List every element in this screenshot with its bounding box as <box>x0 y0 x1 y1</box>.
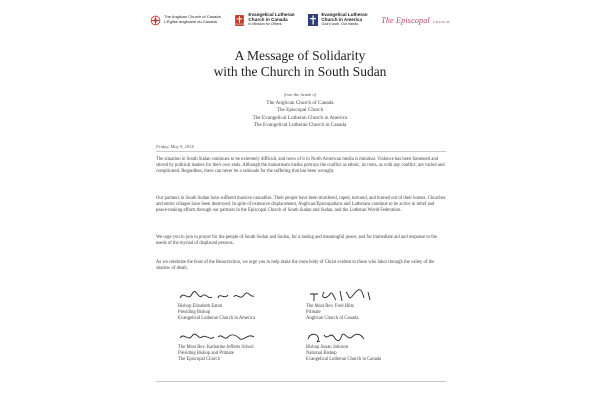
signatory-name: The Most Rev. Katharine Jefferts Schori <box>178 345 254 350</box>
paragraph-text: The situation in South Sudan continues to be extremely difficult, and news of it in North American media is minimal. Violence has been fomented and stirred by political leaders for their own ends. Although the mainstream media portrays the conflict as ethnic, its roots, as with any conflict, are varied and complicated. Regardless, there can never be a rationale for the suffering that has been wrought. <box>156 157 445 174</box>
signature-block-eaton <box>178 288 258 322</box>
elca-logo <box>308 13 367 27</box>
signatory-name: Bishop Susan Johnson <box>306 345 349 350</box>
episcopal-church-logo <box>381 16 450 25</box>
elcic-logo-line1: Evangelical Lutheran <box>248 12 295 18</box>
signatory-title: Primate <box>306 310 321 315</box>
elca-cross-icon <box>308 14 318 26</box>
signatory-title: National Bishop <box>306 351 337 356</box>
signature-block-johnson <box>306 329 386 363</box>
anglican-logo-line2: L'Église anglicane du Canada <box>164 19 217 24</box>
paragraph-text: We urge you to join in prayer for the people of South Sudan and Sudan, for a lasting and meaningful peace, and for immediate aid and response to the needs of the myriad of displaced persons. <box>156 235 437 246</box>
signature-block-jefferts-schori <box>178 329 258 363</box>
from-label: from the heads of <box>284 92 316 97</box>
episcopal-logo-sub: CHURCH <box>432 19 450 24</box>
handwritten-signature-hiltz <box>306 288 386 304</box>
episcopal-logo-name: The Episcopal <box>381 15 430 25</box>
elcic-logo-line2: Church in Canada <box>248 16 288 22</box>
handwritten-signature-johnson <box>306 329 386 345</box>
church-list-item: The Evangelical Lutheran Church in America <box>252 114 348 121</box>
church-list-item: The Evangelical Lutheran Church in Canada <box>253 122 347 129</box>
signatory-church: Anglican Church of Canada <box>306 316 359 321</box>
elca-logo-line1: Evangelical Lutheran <box>321 12 368 18</box>
handwritten-signature-eaton <box>178 288 258 304</box>
paragraph-text: Our partners in South Sudan have suffered massive casualties. Their people have been murdered, raped, tortured, and burned out of their homes. Churches and entire villages have been destroyed. In spite of extensive displacement, Anglican/Episcopalians and Lutherans continue to be active in relief and peace-making efforts through our partners in the Episcopal Church of South Sudan and Sudan, and the Lutheran World Federation. <box>156 196 446 213</box>
signatory-church: Evangelical Lutheran Church in America <box>178 316 256 321</box>
handwritten-signature-jefferts-schori <box>178 329 258 345</box>
body-paragraph-4 <box>156 260 446 272</box>
logo-bar <box>150 10 450 30</box>
signatory-name: The Most Rev. Fred Hiltz <box>306 304 354 309</box>
title-line-1: A Message of Solidarity <box>234 48 366 63</box>
elca-logo-line2: Church in America <box>321 16 363 22</box>
church-list-item: The Episcopal Church <box>276 107 324 114</box>
signature-block-hiltz <box>306 288 386 322</box>
document-date: Friday, May 9, 2014 <box>156 144 194 149</box>
body-paragraph-2 <box>156 196 446 214</box>
body-paragraph-1 <box>156 157 446 175</box>
paragraph-text: As we celebrate the feast of the Resurrection, we urge you to help make the risen body of Christ evident to those who labor through the valley of the shadow of death. <box>156 260 435 271</box>
elcic-logo <box>234 13 294 27</box>
elca-logo-tagline: God's work. Our hands. <box>321 22 359 27</box>
body-paragraph-3 <box>156 235 446 247</box>
signatory-name: Bishop Elizabeth Eaton <box>178 304 223 309</box>
elcic-cross-icon <box>234 14 245 27</box>
signatory-church: Evangelical Lutheran Church in Canada <box>306 357 382 362</box>
signatory-title: Presiding Bishop <box>178 310 211 315</box>
title-line-2: with the Church in South Sudan <box>213 64 387 79</box>
anglican-logo-line1: The Anglican Church of Canada <box>164 14 221 20</box>
elcic-logo-tagline: In Mission for Others <box>248 22 282 27</box>
signatory-title: Presiding Bishop and Primate <box>178 351 234 356</box>
anglican-church-logo <box>150 15 221 26</box>
signatory-church: The Episcopal Church <box>178 357 220 362</box>
church-list-item: The Anglican Church of Canada <box>266 100 334 106</box>
document-title <box>0 48 600 80</box>
top-divider <box>156 151 446 152</box>
bottom-divider <box>156 381 446 382</box>
anglican-compass-rose-icon <box>150 15 161 26</box>
church-list <box>0 100 600 130</box>
